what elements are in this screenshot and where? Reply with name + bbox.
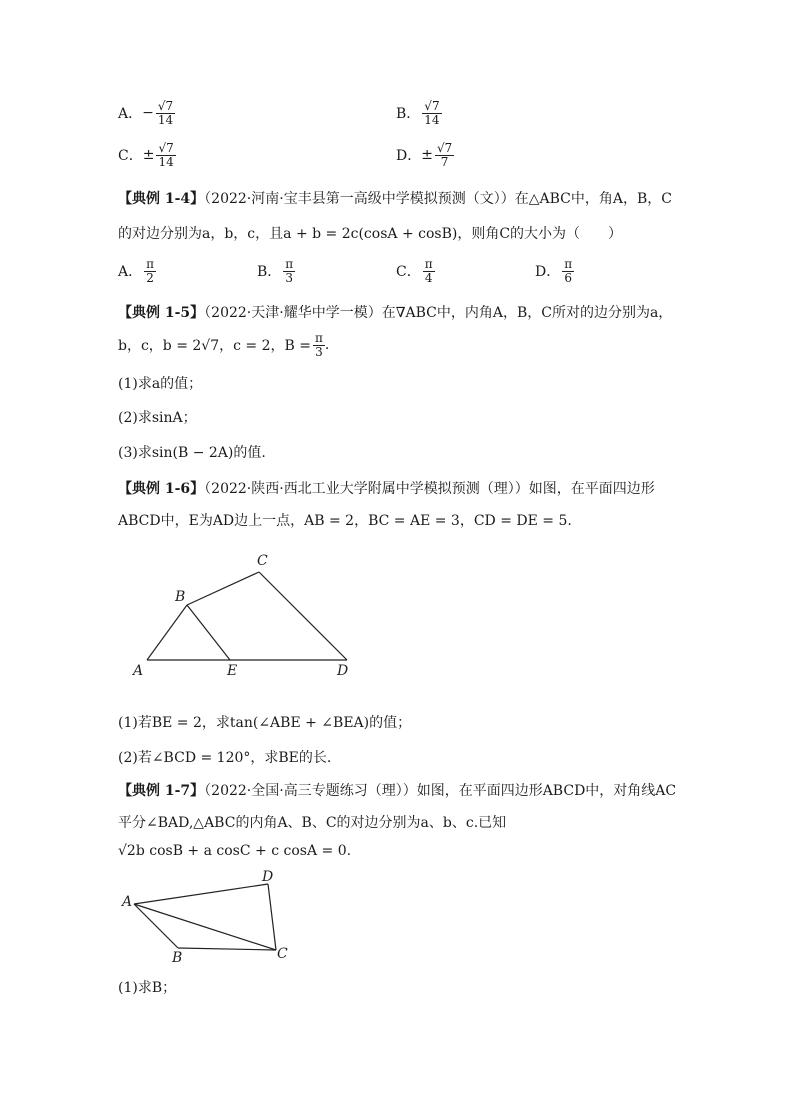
- diagonal-ac: [134, 904, 276, 950]
- fraction: [422, 100, 441, 126]
- numerator: π: [314, 331, 323, 345]
- denominator: 14: [157, 112, 174, 127]
- label-c: C: [277, 946, 288, 962]
- label-a: A: [122, 894, 133, 910]
- label-d: D: [337, 663, 349, 679]
- fraction: [313, 332, 325, 358]
- example-text: （2022·天津·耀华中学一模）在∇ABC中，内角A，B，C所对的边分别为a，: [204, 305, 673, 321]
- option-label: B．: [396, 106, 421, 123]
- option-b: [396, 100, 442, 126]
- label-c: C: [257, 553, 268, 569]
- fraction: [283, 258, 295, 284]
- denominator: 14: [424, 112, 440, 127]
- denominator: 3: [285, 270, 294, 285]
- denominator: 2: [146, 270, 154, 285]
- numerator: √7: [157, 99, 174, 113]
- segment-bc: [187, 572, 259, 605]
- example-text: （2022·河南·宝丰县第一高级中学模拟预测（文））在△ABC中，角A，B，C: [204, 191, 672, 207]
- example-1-6-line2: ABCD中，E为AD边上一点，AB = 2，BC = AE = 3，CD = DE = 5.: [118, 513, 572, 529]
- example-1-4-line2: 的对边分别为a，b，c，且a + b = 2c(cosA + cosB)，则角C的大小为（ ）: [118, 226, 623, 242]
- segment-ab: [147, 605, 187, 660]
- ex15-question-1: (1)求a的值；: [118, 376, 203, 392]
- segment-ad: [134, 884, 268, 904]
- example-tag: 【典例 1-4】: [118, 191, 205, 207]
- example-1-4-line1: [118, 188, 672, 208]
- example-1-7-line2: 平分∠BAD,△ABC的内角A、B、C的对边分别为a、b、c.已知: [118, 815, 507, 831]
- numerator: √7: [424, 99, 440, 113]
- numerator: π: [146, 257, 155, 271]
- numerator: π: [564, 257, 573, 271]
- example-tag: 【典例 1-5】: [118, 305, 205, 321]
- option-a: [118, 100, 175, 126]
- denominator: 7: [440, 154, 449, 169]
- numerator: √7: [158, 141, 174, 155]
- option-label: C．: [118, 148, 143, 165]
- ex15-question-3: (3)求sin(B − 2A)的值.: [118, 445, 266, 461]
- option-label: A．: [118, 106, 143, 123]
- ex14-option-a: [118, 258, 156, 284]
- option-label: C．: [396, 264, 421, 281]
- ex14-option-d: [535, 258, 574, 284]
- denominator: 14: [158, 154, 174, 169]
- denominator: 3: [315, 344, 323, 359]
- example-1-5-line2: [118, 332, 329, 358]
- denominator: 4: [424, 270, 433, 285]
- label-e: E: [227, 663, 238, 679]
- fraction: [423, 258, 435, 284]
- label-a: A: [133, 663, 144, 679]
- ex15-question-2: (2)求sinA；: [118, 410, 197, 426]
- option-label: D．: [535, 264, 561, 281]
- label-d: D: [262, 869, 274, 885]
- option-sign: −: [142, 105, 154, 122]
- option-sign: ±: [142, 147, 155, 164]
- quadrilateral-abcd-bisector-diagram: [118, 868, 298, 968]
- fraction: [435, 142, 454, 168]
- period: .: [324, 337, 330, 354]
- example-1-6-line1: [118, 478, 655, 498]
- ex16-question-1: (1)若BE = 2，求tan(∠ABE + ∠BEA)的值；: [118, 715, 412, 731]
- ex14-option-c: [396, 258, 435, 284]
- option-label: B．: [257, 264, 282, 281]
- ex14-option-b: [257, 258, 295, 284]
- option-d: [396, 142, 454, 168]
- quadrilateral-abcd-diagram: [125, 548, 365, 683]
- option-sign: ±: [421, 147, 433, 164]
- numerator: π: [285, 257, 294, 271]
- example-1-7-line3: √2b cosB + a cosC + c cosA = 0.: [118, 843, 352, 859]
- ex17-question-1: (1)求B；: [118, 980, 177, 996]
- fraction: [156, 142, 175, 168]
- option-label: D．: [396, 148, 422, 165]
- segment-be: [187, 605, 230, 660]
- segment-cd: [259, 572, 347, 660]
- label-b: B: [175, 589, 186, 605]
- example-text: （2022·陕西·西北工业大学附属中学模拟预测（理））如图，在平面四边形: [204, 481, 655, 497]
- example-1-5-line1: [118, 302, 672, 322]
- example-1-7-line1: [118, 780, 676, 800]
- segment-bc: [178, 948, 276, 950]
- fraction: [144, 258, 156, 284]
- numerator: √7: [436, 141, 453, 155]
- fraction: [562, 258, 574, 284]
- option-c: [118, 142, 176, 168]
- segment-dc: [268, 884, 276, 950]
- fraction: [156, 100, 175, 126]
- ex16-question-2: (2)若∠BCD = 120°，求BE的长.: [118, 750, 332, 766]
- example-tag: 【典例 1-7】: [118, 783, 205, 799]
- option-label: A．: [118, 264, 143, 281]
- example-tag: 【典例 1-6】: [118, 481, 205, 497]
- numerator: π: [424, 257, 433, 271]
- label-b: B: [172, 950, 183, 966]
- example-text: （2022·全国·高三专题练习（理））如图，在平面四边形ABCD中，对角线AC: [204, 783, 677, 799]
- denominator: 6: [564, 270, 572, 285]
- given-values: b，c，b = 2√7，c = 2，B =: [118, 338, 311, 355]
